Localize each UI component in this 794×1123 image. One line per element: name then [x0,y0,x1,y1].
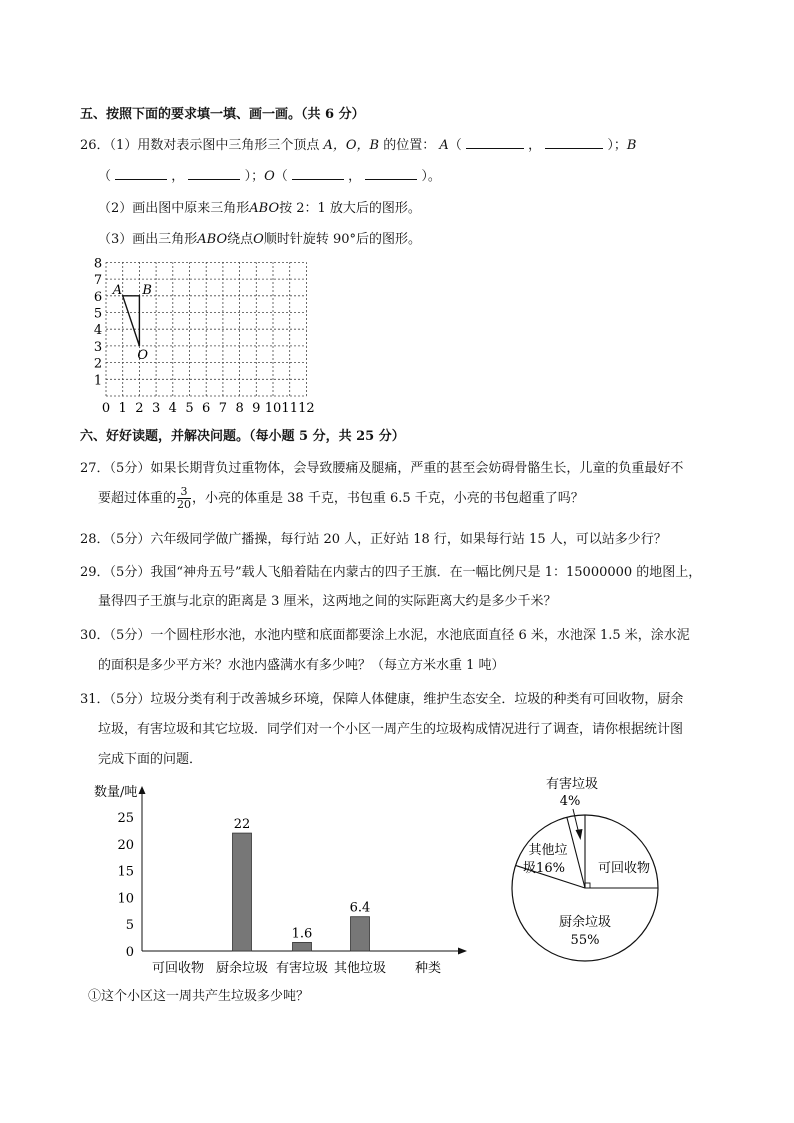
pie-label-other-pct: 圾16% [523,861,565,876]
y-tick-label: 0 [125,945,134,960]
y-tick-label: 3 [93,339,103,355]
paren: （ [274,169,288,184]
pie-pct-kitchen: 55% [570,933,600,948]
q28: 28．（5分）六年级同学做广播操，每行站 20 人，正好站 18 行，如果每行站 15 人，可以站多少行？ [80,532,667,547]
q26-part2-text-b: 按 2：1 放大后的图形。 [279,201,421,216]
pie-label-kitchen: 厨余垃圾 [558,915,612,930]
q29-line1: 29．（5分）我国“神舟五号”载人飞船着陆在内蒙古的四子王旗．在一幅比例尺是 1：15000000 的地图上， [80,565,702,580]
triangle-abo [123,296,140,346]
vertex-a-label: A [439,138,449,153]
q31-line3: 完成下面的问题． [98,752,203,767]
pie-label-recyclable: 可回收物 [597,861,651,876]
x-tick-label: 3 [151,401,161,416]
bar-value-label: 1.6 [291,926,313,942]
q26-part2-text: （2）画出图中原来三角形 [98,201,250,216]
coordinate-grid[interactable] [88,252,328,418]
q31-line2: 垃圾，有害垃圾和其它垃圾．同学们对一个小区一周产生的垃圾构成情况进行了调查，请你根据统计图 [98,722,684,737]
y-tick-label: 5 [125,918,134,934]
category-label: 有害垃圾 [275,961,329,976]
paren: ）。 [421,169,441,184]
point-a-label: A [112,282,123,298]
comma: ， [528,138,542,153]
bar [351,917,370,951]
y-axis-arrow [139,786,146,794]
y-axis-title: 数量/吨 [94,785,138,800]
q26-part2 [98,197,421,216]
x-tick-label: 5 [185,401,194,416]
y-tick-label: 6 [93,289,103,305]
q26-part3-text: （3）画出三角形 [98,232,198,247]
q26-line2 [98,165,441,184]
y-tick-label: 2 [93,356,103,372]
paren: （ [98,169,112,184]
y-tick-label: 10 [117,891,134,907]
fraction-numerator: 3 [177,486,191,499]
category-label: 厨余垃圾 [215,961,269,976]
q26-part3-text-b: 绕点 [227,232,254,247]
bar-chart [90,772,470,980]
q27-text: 要超过体重的 [98,491,177,506]
y-tick-label: 15 [117,864,134,880]
x-tick-label: 0 [101,401,111,416]
x-axis-arrow [458,948,467,955]
triangle-abo-label: ABO [197,232,228,247]
bar [293,942,312,951]
answer-blank-o-y[interactable] [365,167,417,180]
pie-label-hazard: 有害垃圾 [545,777,599,792]
q31-line1: 31．（5分）垃圾分类有利于改善城乡环境，保障人体健康，维护生态安全．垃圾的种类有可回收物，厨余 [80,692,684,707]
y-tick-label: 7 [93,273,103,289]
category-label: 可回收物 [151,961,205,976]
q26-text: 26．（1）用数对表示图中三角形三个顶点 [80,138,320,153]
section-6-title: 六、好好读题，并解决问题。（每小题 5 分，共 25 分） [80,429,405,444]
q26-vertices: A，O，B [323,138,380,153]
point-o-label: O [253,232,264,247]
triangle-abo-label: ABO [249,201,280,216]
q26-text-b: 的位置： [383,138,436,153]
x-tick-label: 9 [252,401,261,416]
q30-line1: 30．（5分）一个圆柱形水池，水池内壁和底面都要涂上水泥，水池底面直径 6 米，水池深 1.5 米，涂水泥 [80,628,690,643]
category-label: 其他垃圾 [333,961,387,976]
x-tick-label: 8 [235,401,244,416]
x-tick-label: 11 [281,401,298,416]
point-o-label: O [137,347,149,363]
q26-line1 [80,134,636,153]
q26-part3 [98,228,421,247]
x-tick-label: 1 [118,401,127,416]
bar-value-label: 22 [233,817,251,833]
q30-line2: 的面积是多少平方米？水池内盛满水有多少吨？（每立方米水重 1 吨） [98,658,505,673]
answer-blank-o-x[interactable] [292,167,344,180]
vertex-b-label: B [626,138,637,153]
comma: ， [171,169,185,184]
vertex-o-label: O [264,169,275,184]
x-tick-label: 12 [298,401,315,416]
comma: ， [348,169,362,184]
bar-value-label: 6.4 [349,900,371,916]
y-tick-label: 8 [93,256,103,272]
answer-blank-a-x[interactable] [466,136,524,149]
paren: （ [448,138,462,153]
pie-pct-hazard: 4% [559,794,581,809]
answer-blank-a-y[interactable] [545,136,603,149]
section-5-title: 五、按照下面的要求填一填、画一画。（共 6 分） [80,107,365,122]
y-tick-label: 1 [93,373,103,389]
bar [233,833,252,951]
q29-line2: 量得四子王旗与北京的距离是 3 厘米，这两地之间的实际距离大约是多少千米？ [98,594,557,609]
x-tick-label: 6 [202,401,211,416]
x-tick-label: 10 [264,401,282,416]
answer-blank-b-y[interactable] [188,167,240,180]
y-tick-label: 4 [93,323,103,339]
fraction-3-20 [177,486,191,511]
q31-sub1: ①这个小区这一周共产生垃圾多少吨？ [88,989,310,1004]
answer-blank-b-x[interactable] [115,167,167,180]
paren: ）； [244,169,265,184]
pie-label-other: 其他垃 [528,843,568,858]
q27-line1: 27．（5分）如果长期背负过重物体，会导致腰痛及腿痛，严重的甚至会妨碍骨骼生长，儿童的负重最好不 [80,461,684,476]
pie-chart [500,770,670,970]
q27-line2 [98,486,584,511]
x-tick-label: 4 [168,401,177,416]
x-tick-label: 2 [135,401,144,416]
y-tick-label: 20 [117,837,134,853]
q27-text-b: ，小亮的体重是 38 千克，书包重 6.5 千克，小亮的书包超重了吗？ [192,491,584,506]
q26-part3-text-c: 顺时针旋转 90°后的图形。 [263,232,421,247]
y-tick-label: 25 [117,811,134,826]
x-tick-label: 7 [218,401,228,416]
y-tick-label: 5 [93,306,103,322]
paren: ）； [607,138,627,153]
x-axis-title: 种类 [414,961,442,976]
point-b-label: B [142,282,152,298]
fraction-denominator: 20 [177,498,192,511]
